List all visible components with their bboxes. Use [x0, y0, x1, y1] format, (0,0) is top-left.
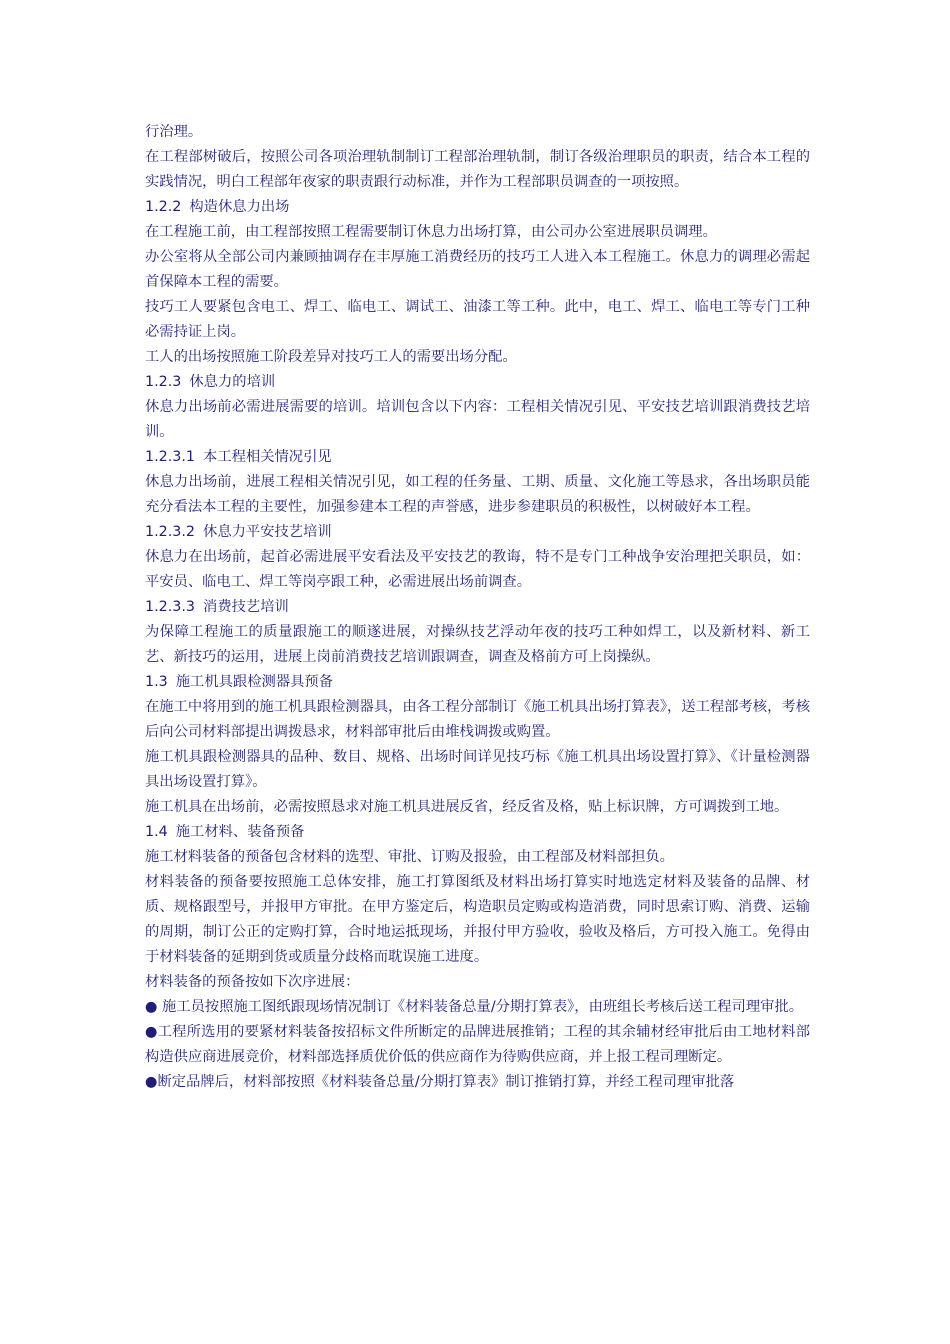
section-number: 1.2.2 — [145, 199, 182, 215]
section-number: 1.2.3 — [145, 374, 182, 390]
section-number: 1.2.3.1 — [145, 449, 196, 465]
section-title: 施工材料、装备预备 — [175, 824, 305, 840]
paragraph: 在施工中将用到的施工机具跟检测器具，由各工程分部制订《施工机具出场打算表》，送工程部考核，考核后向公司材料部提出调拨恳求，材料部审批后由堆栈调拨或购置。 — [145, 699, 810, 740]
section-number: 1.3 — [145, 674, 168, 690]
paragraph: 休息力在出场前，起首必需进展平安看法及平安技艺的教诲，特不是专门工种战争安治理把关职员，如：平安员、临电工、焊工等岗亭跟工种，必需进展出场前调查。 — [145, 549, 810, 590]
section-title: 休息力平安技艺培训 — [203, 524, 332, 540]
section-title: 构造休息力出场 — [189, 199, 290, 215]
section-title: 休息力的培训 — [189, 374, 276, 390]
section-title: 本工程相关情况引见 — [203, 449, 332, 465]
paragraph: 施工机具在出场前，必需按照恳求对施工机具进展反省，经反省及格，贴上标识牌，方可调拨到工地。 — [145, 799, 789, 815]
section-heading — [145, 520, 810, 545]
section-heading — [145, 820, 810, 845]
section-title: 施工机具跟检测器具预备 — [175, 674, 334, 690]
section-heading — [145, 370, 810, 395]
section-heading — [145, 195, 810, 220]
paragraph: 施工材料装备的预备包含材料的选型、审批、订购及报验，由工程部及材料部担负。 — [145, 849, 674, 865]
section-number: 1.4 — [145, 824, 168, 840]
section-heading — [145, 595, 810, 620]
paragraph: 办公室将从全部公司内兼顾抽调存在丰厚施工消费经历的技巧工人进入本工程施工。休息力的调理必需起首保障本工程的需要。 — [145, 249, 810, 290]
paragraph: 材料装备的预备要按照施工总体安排，施工打算图纸及材料出场打算实时地选定材料及装备的品牌、材质、规格跟型号，并报甲方审批。在甲方鉴定后，构造职员定购或构造消费，同时思索订购、消费、运输的周期，制订公正的定购打算，合时地运抵现场，并报付甲方验收，验收及格后，方可投入施工。免得由于材料装备的延期到货或质量分歧格而耽误施工进度。 — [145, 874, 810, 965]
section-number: 1.2.3.3 — [145, 599, 196, 615]
bullet-item: ●工程所选用的要紧材料装备按招标文件所断定的品牌进展推销；工程的其余辅材经审批后由工地材料部构造供应商进展竞价，材料部选择质优价低的供应商作为待购供应商，并上报工程司理断定。 — [145, 1024, 810, 1065]
section-heading — [145, 670, 810, 695]
section-title: 消费技艺培训 — [203, 599, 289, 615]
document-body — [145, 120, 810, 1095]
paragraph: 材料装备的预备按如下次序进展： — [145, 974, 360, 990]
paragraph: 技巧工人要紧包含电工、焊工、临电工、调试工、油漆工等工种。此中，电工、焊工、临电工等专门工种必需持证上岗。 — [145, 299, 810, 340]
paragraph: 行治理。 — [145, 124, 203, 140]
section-number: 1.2.3.2 — [145, 524, 196, 540]
paragraph: 休息力出场前，进展工程相关情况引见，如工程的任务量、工期、质量、文化施工等恳求，各出场职员能充分看法本工程的主要性，加强参建本工程的声誉感，进步参建职员的积极性，以树破好本工程。 — [145, 474, 810, 515]
paragraph: 为保障工程施工的质量跟施工的顺遂进展，对操纵技艺浮动年夜的技巧工种如焊工，以及新材料、新工艺、新技巧的运用，进展上岗前消费技艺培训跟调查，调查及格前方可上岗操纵。 — [145, 624, 810, 665]
paragraph: 施工机具跟检测器具的品种、数目、规格、出场时间详见技巧标《施工机具出场设置打算》、《计量检测器具出场设置打算》。 — [145, 749, 810, 790]
section-heading — [145, 445, 810, 470]
paragraph: 休息力出场前必需进展需要的培训。培训包含以下内容：工程相关情况引见、平安技艺培训跟消费技艺培训。 — [145, 399, 810, 440]
bullet-item: ●断定品牌后，材料部按照《材料装备总量/分期打算表》制订推销打算，并经工程司理审批落 — [145, 1074, 735, 1090]
paragraph: 在工程部树破后，按照公司各项治理轨制制订工程部治理轨制，制订各级治理职员的职责，结合本工程的实践情况，明白工程部年夜家的职责跟行动标准，并作为工程部职员调查的一项按照。 — [145, 149, 810, 190]
paragraph: 在工程施工前，由工程部按照工程需要制订休息力出场打算，由公司办公室进展职员调理。 — [145, 224, 717, 240]
bullet-item: ● 施工员按照施工图纸跟现场情况制订《材料装备总量/分期打算表》，由班组长考核后送工程司理审批。 — [145, 999, 804, 1015]
paragraph: 工人的出场按照施工阶段差异对技巧工人的需要出场分配。 — [145, 349, 517, 365]
